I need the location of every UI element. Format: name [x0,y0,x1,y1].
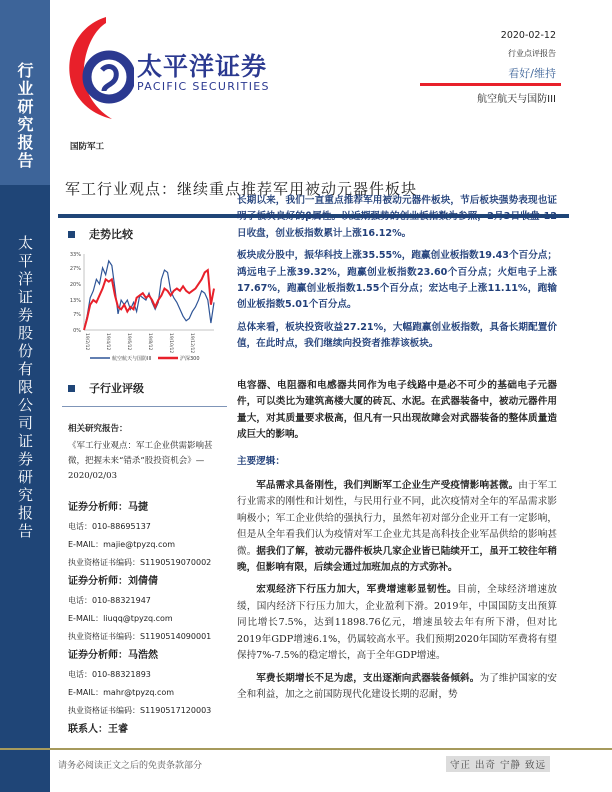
y-tick-label: 33% [69,252,81,258]
analyst-name: 证券分析师：马捷 [68,502,148,513]
analyst-cert: 执业资格证书编码：S1190514090001 [68,632,212,641]
report-type: 行业点评报告 [508,49,556,58]
page-title: 军工行业观点：继续重点推荐军用被动元器件板块 [65,180,418,198]
summary-paragraph: 长期以来，我们一直重点推荐军用被动元器件板块，节后板块强势表现也证明了板块良好的β属性。以近期强势的创业板指数为参照，2月3日收盘-12日收盘，创业板指数累计上涨16.12%。 [237,195,557,239]
para-lead: 军品需求具备刚性，我们判断军工企业生产受疫情影响甚微。 [256,480,519,492]
series-line [84,270,214,330]
logo-name-cn: 太平洋证券 [137,52,268,81]
body-paragraph [237,671,557,704]
intro-paragraph: 电容器、电阻器和电感器共同作为电子线路中是必不可少的基础电子元器件，可以类比为建筑高楼大厦的砖瓦、水泥。在武器装备中，被动元器件用量大，对其质量要求极高，但凡有一只出现故障会对武器装备的整体质量造成巨大的影响。 [237,380,557,441]
analyst-phone: 电话：010-88321947 [68,596,151,605]
x-tick-label: 19/12/12 [188,333,194,354]
para-text: 为了维护国家的安全和利益，加之之前国防现代化建设长期的忍耐，势 [237,672,558,700]
analyst-phone: 电话：010-88695137 [68,522,151,531]
divider [62,406,227,407]
legend-label: 航空航天与国防III [112,356,152,362]
trend-chart [56,250,216,370]
y-tick-label: 27% [69,265,81,272]
body-paragraph [237,478,557,576]
sidebar-bottom [0,185,50,792]
disclaimer-note: 请务必阅读正文之后的免责条款部分 [58,761,203,771]
trend-heading-text: 走势比较 [89,228,133,241]
para-text: 目前，全球经济增速放缓，国内经济下行压力加大，企业盈利下滑。2019年，中国国防支出预算同比增长7.5%，达到11898.76亿元，增速虽较去年有所下滑，但对比2019年GDP增速6.1%，仍属较高水平。我们预期2020年国防军费将有望保持7%-7.5%的稳定增长，高于全年GDP增速。 [237,584,558,662]
analyst-email[interactable]: E-MAIL：liuqq@tpyzq.com [68,614,173,623]
body [237,378,557,709]
para-bold: 据我们了解，被动元器件板块几家企业皆已陆续开工，虽开工较往年稍晚，但影响有限，后续会通过加班加点的方式弥补。 [237,545,558,574]
report-date: 2020-02-12 [500,30,556,41]
analyst-name: 证券分析师：马浩然 [68,650,158,661]
y-tick-label: 20% [69,281,81,288]
para-lead: 军费长期增长不足为虑，支出逐渐向武器装备倾斜。 [256,672,480,684]
analyst-phone: 电话：010-88321893 [68,670,151,679]
rating: 看好/维持 [508,67,556,80]
sidebar-bottom-label: 太平洋证券股份有限公司证券研究报告 [16,235,34,541]
trend-heading [68,226,228,242]
x-tick-label: 19/8/12 [146,333,152,351]
footer-rule [0,748,612,750]
rating-underline [420,83,561,86]
rating-heading [68,380,228,396]
square-bullet-icon [68,231,75,238]
analyst-cert: 执业资格证书编码：S1190517120003 [68,706,212,715]
rating-heading-text: 子行业评级 [89,382,144,395]
contact: 联系人：王睿 [68,724,128,735]
body-paragraph [237,582,557,664]
para-lead: 宏观经济下行压力加大，军费增速彰显韧性。 [256,584,458,596]
square-bullet-icon [68,385,75,392]
para-text: 由于军工行业需求的刚性和计划性，与民用行业不同，此次疫情对全年的军品需求影响极小；军工企业供给的强执行力，虽然年初对部分企业开工有一定影响，但是从全年看我们认为疫情对军工企业尤其是高科技企业军品供给的影响甚微。 [237,480,558,557]
summary-paragraph: 总体来看，板块投资收益27.21%，大幅跑赢创业板指数，具备长期配置价值，在此时点，我们继续向投资者推荐该板块。 [237,321,557,350]
summary-paragraph: 板块成分股中，振华科技上涨35.55%，跑赢创业板指数19.43个百分点；鸿远电子上涨39.32%，跑赢创业板指数23.60个百分点；火炬电子上涨17.67%，跑赢创业板指数1.55个百分点；宏达电子上涨11.11%，跑输创业板指数5.01个百分点。 [237,250,557,311]
logic-heading: 主要逻辑： [237,455,285,467]
y-tick-label: 7% [73,311,81,318]
left-column [68,226,228,740]
industry: 航空航天与国防III [477,94,556,105]
logo-name-en: PACIFIC SECURITIES [137,80,270,93]
sector: 国防军工 [70,142,105,152]
x-tick-label: 19/6/12 [125,333,131,351]
y-tick-label: 0% [73,328,81,334]
analyst-cert: 执业资格证书编码：S1190519070002 [68,558,212,567]
sidebar-top-label: 行业研究报告 [15,62,34,170]
related-report-link[interactable]: 《军工行业观点：军工企业供需影响甚微，把握未来“错杀”股投资机会》—2020/02/03 [68,441,213,481]
sidebar-top [0,0,50,185]
y-tick-label: 13% [69,298,81,305]
x-tick-label: 19/2/12 [84,333,89,351]
company-motto: 守正 出奇 宁静 致远 [446,756,550,772]
analyst-name: 证券分析师：刘倩倩 [68,576,158,587]
related-heading: 相关研究报告： [68,424,128,434]
analyst-email[interactable]: E-MAIL：majie@tpyzq.com [68,540,176,549]
analyst-email[interactable]: E-MAIL：mahr@tpyzq.com [68,688,175,697]
summary [237,193,557,359]
legend-label: 沪深300 [180,356,200,362]
analysts [68,498,228,720]
company-logo-icon [64,15,134,120]
x-tick-label: 19/4/12 [104,333,110,351]
x-tick-label: 19/10/12 [167,333,173,354]
